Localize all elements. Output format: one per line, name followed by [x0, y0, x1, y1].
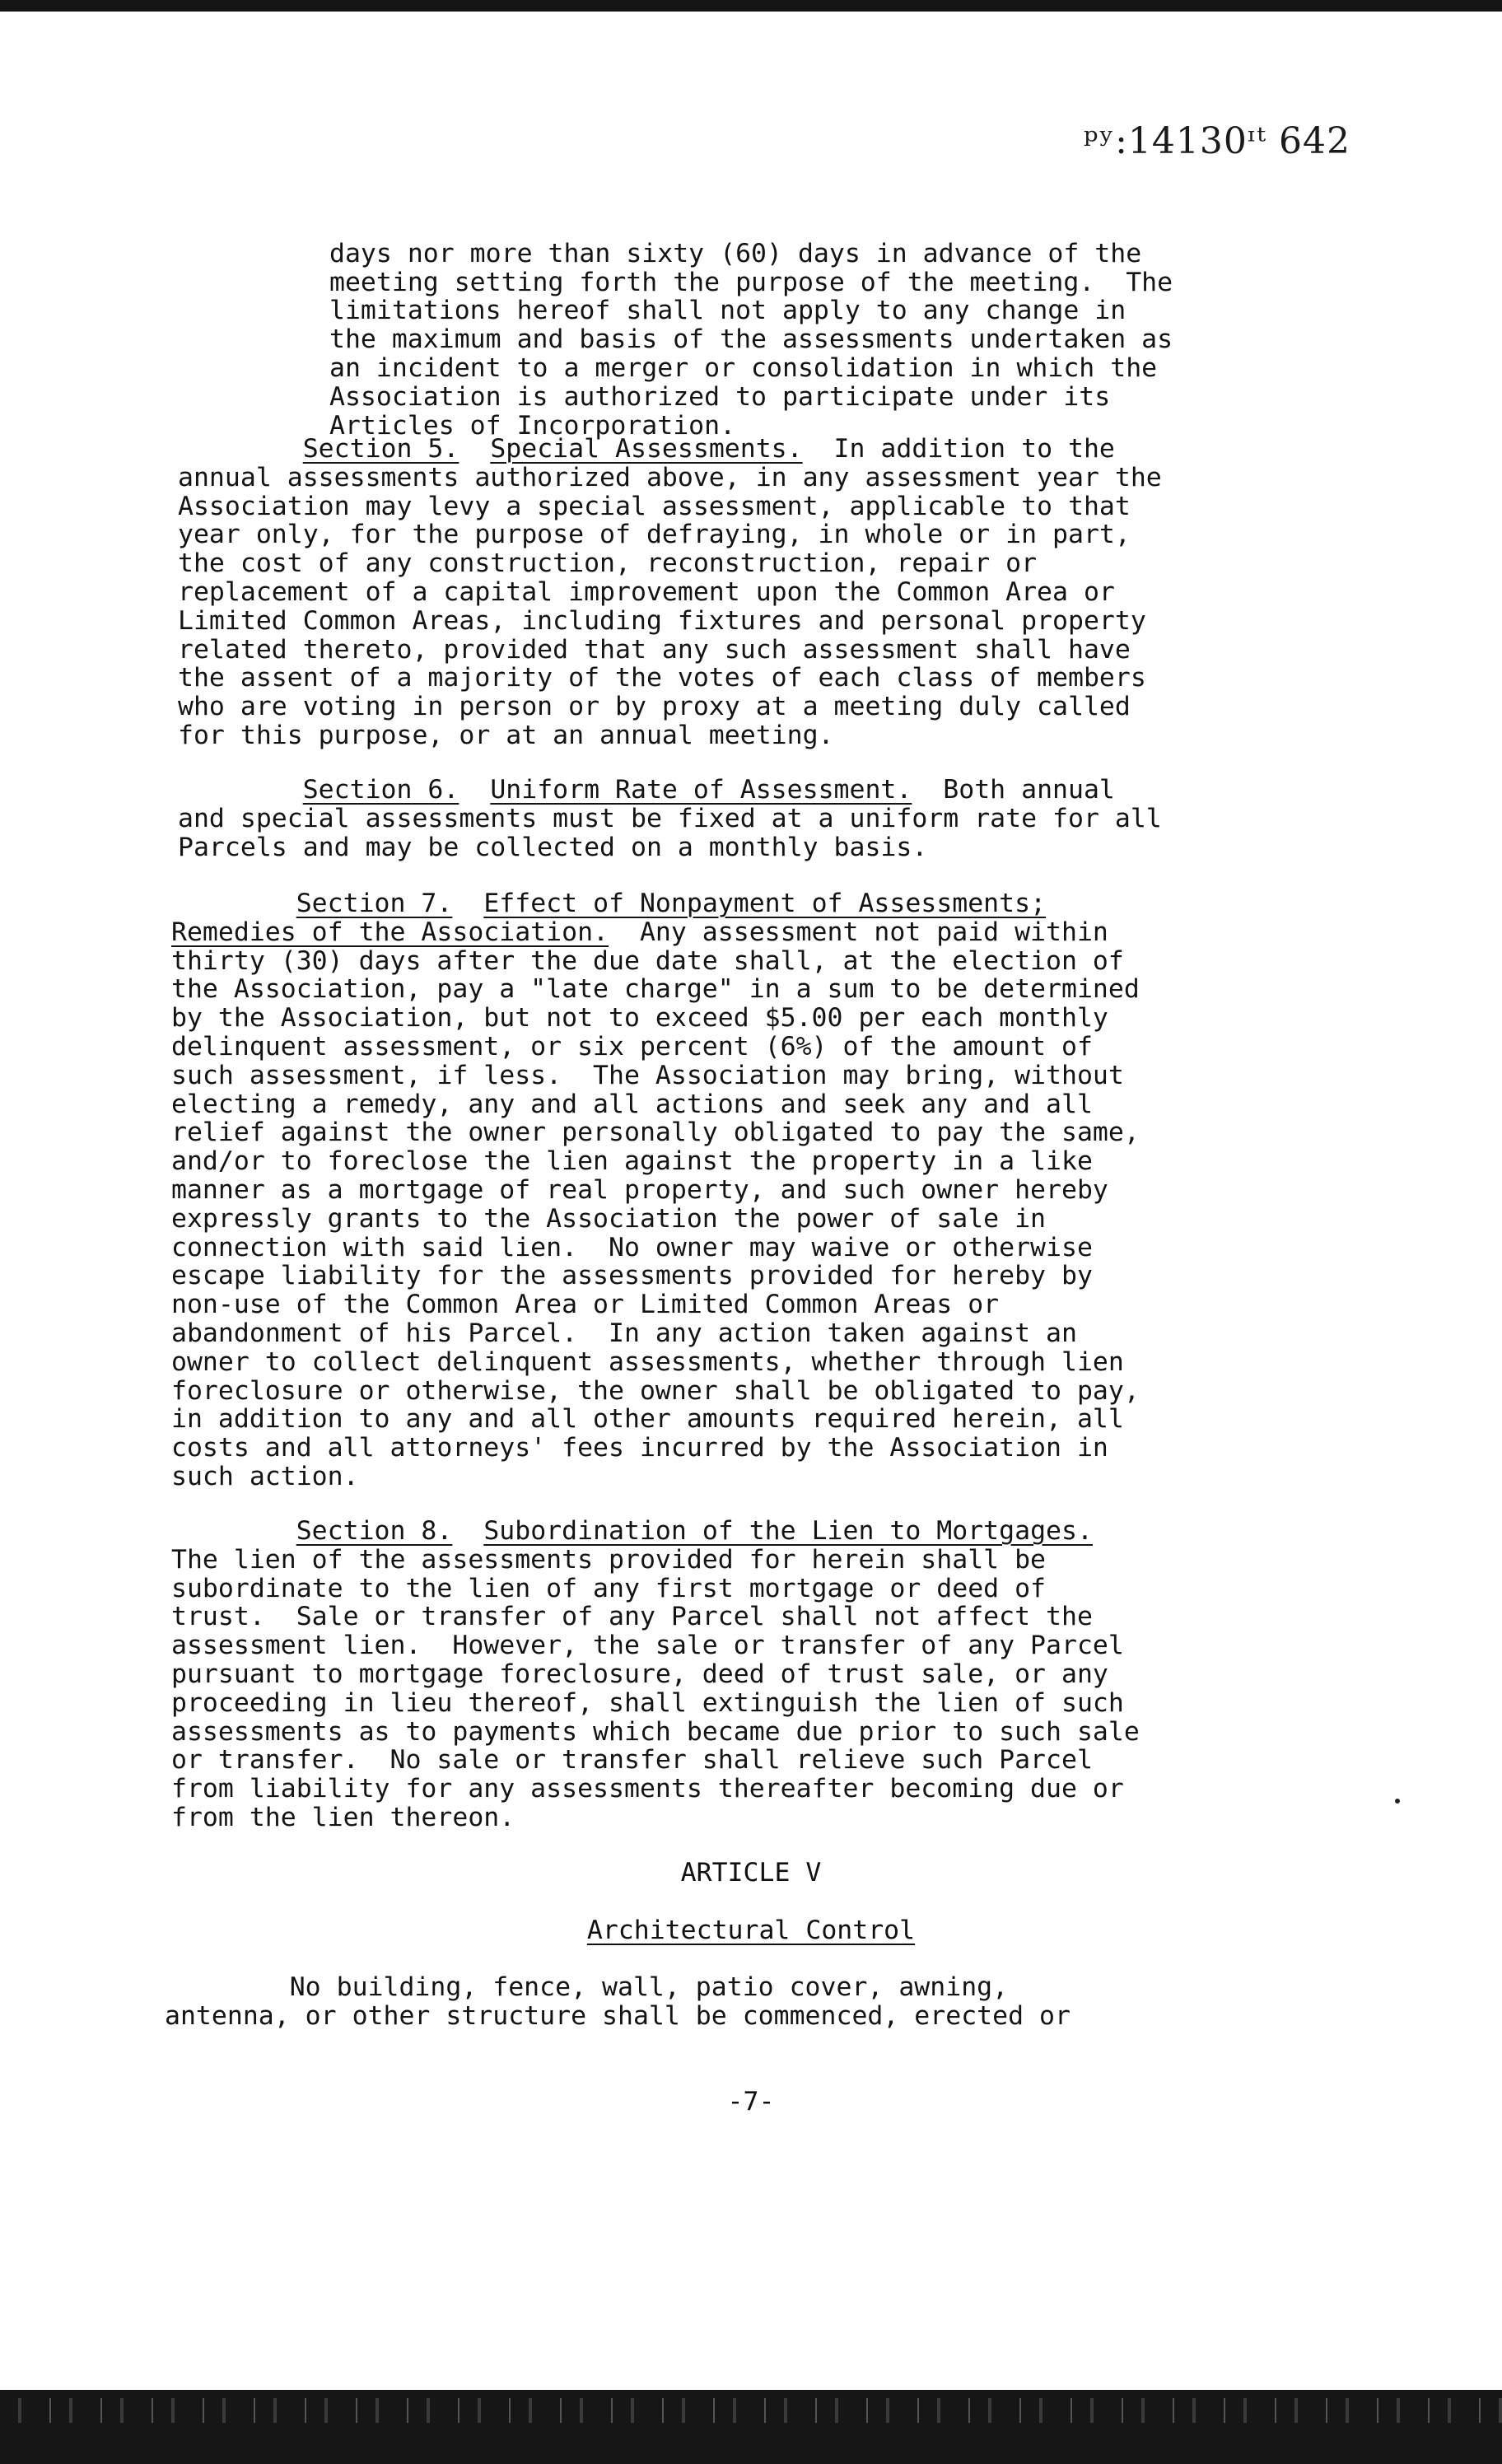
- text-line: escape liability for the assessments provided for hereby by: [171, 1261, 1093, 1291]
- section-6-heading: Section 6.: [302, 775, 459, 805]
- section-6-title: Uniform Rate of Assessment.: [490, 775, 912, 805]
- text-line: expressly grants to the Association the power of sale in: [171, 1203, 1047, 1234]
- text-line: limitations hereof shall not apply to any change in: [329, 296, 1126, 326]
- section-8-heading: Section 8.: [296, 1516, 453, 1546]
- text-line: Association is authorized to participate under its: [329, 381, 1111, 412]
- text-line: meeting setting forth the purpose of the meeting. The: [329, 267, 1173, 297]
- text-line: trust. Sale or transfer of any Parcel shall not affect the: [171, 1602, 1093, 1632]
- text-line: No building, fence, wall, patio cover, awning,: [165, 1972, 1009, 2002]
- section-8-paragraph: [171, 1517, 1140, 1832]
- text-line: The lien of the assessments provided for herein shall be: [171, 1544, 1047, 1575]
- text-line: Articles of Incorporation.: [329, 410, 736, 441]
- text-line: from liability for any assessments thereafter becoming due or: [171, 1774, 1124, 1804]
- text-line: the maximum and basis of the assessments undertaken as: [329, 324, 1173, 355]
- text-line: assessments as to payments which became due prior to such sale: [171, 1716, 1140, 1747]
- text-line: year only, for the purpose of defraying, in whole or in part,: [178, 520, 1131, 550]
- text-line: Parcels and may be collected on a monthly basis.: [178, 832, 928, 862]
- text-line: delinquent assessment, or six percent (6%) of the amount of: [171, 1031, 1093, 1062]
- text-line: costs and all attorneys' fees incurred by the Association in: [171, 1433, 1108, 1463]
- text-line: thirty (30) days after the due date shall, at the election of: [171, 945, 1124, 976]
- text-line: who are voting in person or by proxy at a meeting duly called: [178, 692, 1131, 722]
- section-7-heading: Section 7.: [296, 889, 453, 918]
- page-number: -7-: [727, 2087, 775, 2116]
- text-line: foreclosure or otherwise, the owner shall be obligated to pay,: [171, 1375, 1140, 1406]
- text-line: non-use of the Common Area or Limited Common Areas or: [171, 1290, 1000, 1320]
- text-line: days nor more than sixty (60) days in advance of the: [329, 238, 1142, 268]
- text-line: from the lien thereon.: [171, 1802, 515, 1832]
- text-line: pursuant to mortgage foreclosure, deed of trust sale, or any: [171, 1659, 1108, 1689]
- article-title: ARTICLE V: [680, 1858, 822, 1888]
- text-line: antenna, or other structure shall be commenced, erected or: [165, 2000, 1071, 2031]
- section-5-heading: Section 5.: [302, 434, 459, 464]
- text-line: Limited Common Areas, including fixtures and personal property: [178, 605, 1146, 636]
- text-line: In addition to the: [802, 434, 1115, 464]
- text-line: or transfer. No sale or transfer shall relieve such Parcel: [171, 1745, 1093, 1776]
- text-line: abandonment of his Parcel. In any action taken against an: [171, 1318, 1077, 1348]
- article-subtitle: [0, 1916, 1502, 1945]
- section-7-title-line-2: Remedies of the Association.: [171, 917, 609, 947]
- text-line: related thereto, provided that any such assessment shall have: [178, 634, 1131, 665]
- section-7-paragraph: [171, 889, 1140, 1491]
- scan-border-top: [0, 0, 1502, 12]
- text-line: Both annual: [912, 775, 1115, 805]
- section-6-paragraph: [178, 776, 1162, 861]
- text-line: an incident to a merger or consolidation in which the: [329, 352, 1158, 383]
- text-line: relief against the owner personally obligated to pay the same,: [171, 1118, 1140, 1148]
- scan-speck: [1395, 1799, 1400, 1804]
- text-line: electing a remedy, any and all actions and seek any and all: [171, 1089, 1093, 1119]
- text-line: connection with said lien. No owner may waive or otherwise: [171, 1232, 1093, 1262]
- continuation-paragraph: [329, 211, 1173, 440]
- text-line: for this purpose, or at an annual meeting.: [178, 720, 834, 750]
- text-line: proceeding in lieu thereof, shall extinguish the lien of such: [171, 1687, 1124, 1718]
- scan-border-bottom: [0, 2390, 1502, 2464]
- text-line: Association may levy a special assessment, applicable to that: [178, 491, 1131, 521]
- text-line: by the Association, but not to exceed $5.00 per each monthly: [171, 1003, 1108, 1034]
- text-line: in addition to any and all other amounts required herein, all: [171, 1404, 1124, 1435]
- section-5-paragraph: [178, 435, 1162, 750]
- section-5-title: Special Assessments.: [490, 434, 803, 464]
- text-line: the assent of a majority of the votes of each class of members: [178, 663, 1146, 693]
- article-subtitle-text: Architectural Control: [586, 1916, 916, 1945]
- text-line: such assessment, if less. The Association may bring, without: [171, 1060, 1124, 1090]
- text-line: and/or to foreclose the lien against the property in a like: [171, 1146, 1093, 1177]
- section-8-title: Subordination of the Lien to Mortgages.: [483, 1516, 1093, 1546]
- section-7-title-line-1: Effect of Nonpayment of Assessments;: [483, 889, 1047, 918]
- text-line: and special assessments must be fixed at a uniform rate for all: [178, 803, 1162, 833]
- text-line: owner to collect delinquent assessments, whether through lien: [171, 1346, 1124, 1377]
- text-line: the cost of any construction, reconstruction, repair or: [178, 548, 1038, 579]
- text-line: such action.: [171, 1461, 359, 1491]
- text-line: annual assessments authorized above, in any assessment year the: [178, 462, 1162, 492]
- text-line: subordinate to the lien of any first mortgage or deed of: [171, 1573, 1047, 1603]
- text-line: manner as a mortgage of real property, and such owner hereby: [171, 1174, 1108, 1205]
- text-line: Any assessment not paid within: [609, 917, 1108, 947]
- article-paragraph: [165, 1973, 1071, 2031]
- text-line: replacement of a capital improvement upon the Common Area or: [178, 576, 1115, 607]
- text-line: the Association, pay a "late charge" in a sum to be determined: [171, 974, 1140, 1005]
- recording-stamp: ᵖʸ:14130ᶦᵗ 642: [1083, 120, 1350, 162]
- text-line: assessment lien. However, the sale or transfer of any Parcel: [171, 1631, 1124, 1661]
